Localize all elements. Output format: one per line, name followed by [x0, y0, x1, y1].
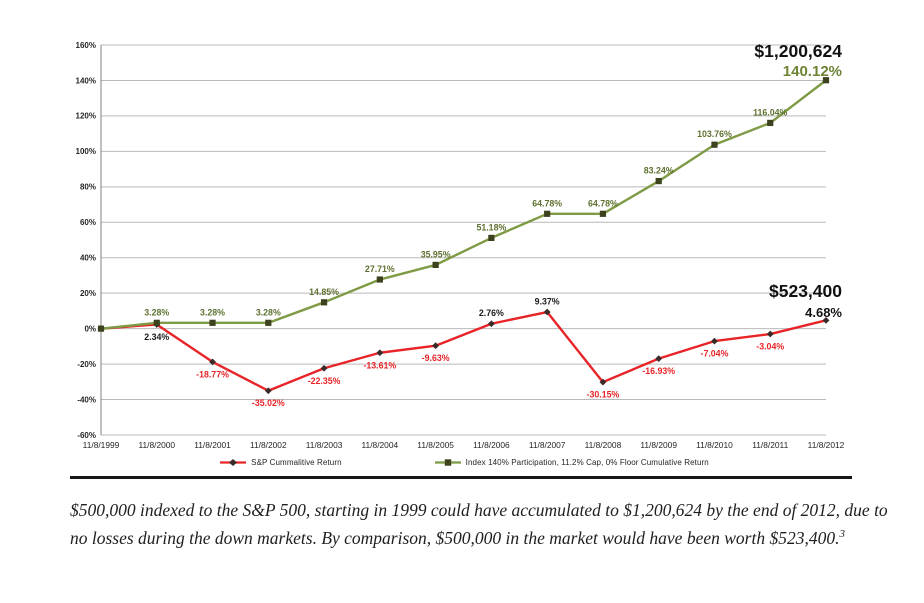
data-point-label: 27.71% — [364, 264, 395, 275]
x-tick-label: 11/8/2012 — [807, 440, 845, 450]
x-tick-label: 11/8/2002 — [249, 440, 287, 450]
x-tick-label: 11/8/2003 — [305, 440, 343, 450]
data-point — [544, 211, 550, 217]
red-final-percent: 4.68% — [805, 305, 842, 320]
y-tick-label: 120% — [75, 111, 96, 121]
data-point-label: -3.04% — [756, 341, 785, 352]
data-point-label: 3.28% — [255, 307, 281, 318]
data-point-label: 64.78% — [588, 198, 618, 209]
data-point — [154, 320, 160, 326]
x-tick-label: 11/8/2000 — [138, 440, 176, 450]
red-total-value: $523,400 — [769, 281, 842, 301]
legend-marker — [444, 459, 450, 465]
data-point-label: -16.93% — [642, 366, 676, 377]
y-tick-label: -60% — [77, 430, 96, 440]
data-point — [377, 276, 383, 282]
legend-label-sp-return: S&P Cummalitive Return — [251, 458, 342, 467]
data-point-label: -18.77% — [196, 369, 229, 380]
data-point-label: -30.15% — [586, 389, 620, 400]
data-point — [711, 142, 717, 148]
y-tick-label: 0% — [84, 324, 96, 334]
data-point — [432, 342, 439, 349]
x-tick-label: 11/8/1999 — [82, 440, 120, 450]
data-point-label: 2.76% — [478, 308, 504, 319]
green-line-square-marker-icon — [434, 458, 462, 467]
data-point — [321, 299, 327, 305]
data-point-label: 9.37% — [534, 296, 560, 307]
data-point — [488, 320, 495, 327]
green-final-percent: 140.12% — [782, 63, 842, 80]
data-point-label: -9.63% — [421, 353, 450, 364]
data-point-label: -22.35% — [307, 375, 341, 386]
red-line-diamond-marker-icon — [219, 458, 247, 467]
legend-marker — [229, 459, 237, 466]
x-tick-label: 11/8/2006 — [473, 440, 510, 450]
legend-label-index-return: Index 140% Participation, 11.2% Cap, 0% Floor Cumulative Return — [465, 458, 709, 467]
x-tick-label: 11/8/2011 — [752, 440, 789, 450]
y-tick-label: 20% — [79, 288, 96, 298]
data-point-label: 3.28% — [200, 307, 226, 318]
x-tick-label: 11/8/2008 — [584, 440, 622, 450]
y-tick-label: 160% — [75, 40, 96, 50]
chart-legend — [101, 458, 827, 467]
data-point — [767, 331, 774, 338]
data-point-label: 3.28% — [144, 307, 170, 318]
data-point-label: -35.02% — [251, 398, 285, 409]
data-point-label: 51.18% — [476, 222, 507, 233]
data-point-label: -13.61% — [363, 360, 397, 371]
y-tick-label: -20% — [77, 359, 96, 369]
y-tick-label: 100% — [75, 147, 96, 157]
data-point-label: 64.78% — [532, 198, 563, 209]
data-point-label: 35.95% — [420, 249, 451, 260]
footnote-marker-icon: 3 — [839, 528, 845, 541]
y-tick-label: 40% — [79, 253, 96, 263]
x-tick-label: 11/8/2004 — [361, 440, 399, 450]
y-tick-label: 60% — [79, 218, 96, 228]
y-tick-label: 80% — [79, 182, 96, 192]
data-point-label: -7.04% — [700, 348, 729, 359]
x-tick-label: 11/8/2007 — [528, 440, 566, 450]
x-tick-label: 11/8/2001 — [194, 440, 231, 450]
data-point — [656, 178, 662, 184]
data-point — [767, 120, 773, 126]
chart-bottom-divider — [70, 476, 852, 479]
data-point — [655, 355, 662, 362]
caption-text: $500,000 indexed to the S&P 500, starting in 1999 could have accumulated to $1,200,624 by the end of 2012, due to no losses during the down markets. By comparison, $500,000 in the market would have been worth $523,400. — [70, 500, 888, 549]
data-point — [433, 262, 439, 268]
data-point — [600, 211, 606, 217]
x-tick-label: 11/8/2010 — [696, 440, 733, 450]
data-point-label: 14.85% — [309, 286, 339, 297]
green-total-value: $1,200,624 — [754, 41, 842, 61]
data-point-label: 103.76% — [697, 129, 732, 140]
y-tick-label: -40% — [77, 395, 96, 405]
x-tick-label: 11/8/2005 — [417, 440, 454, 450]
data-point — [488, 235, 494, 241]
data-point — [711, 338, 718, 345]
y-tick-label: 140% — [75, 76, 96, 86]
legend-item-index-return — [434, 458, 709, 467]
data-point-label: 2.34% — [144, 331, 170, 342]
legend-item-sp-return — [219, 458, 342, 467]
data-point — [265, 320, 271, 326]
series-line — [101, 80, 826, 328]
data-point — [98, 326, 104, 332]
data-point-label: 116.04% — [753, 107, 788, 118]
data-point — [209, 320, 215, 326]
x-tick-label: 11/8/2009 — [640, 440, 678, 450]
caption-paragraph — [70, 496, 890, 553]
data-point — [376, 349, 383, 356]
data-point-label: 83.24% — [643, 165, 674, 176]
data-point — [321, 365, 328, 372]
